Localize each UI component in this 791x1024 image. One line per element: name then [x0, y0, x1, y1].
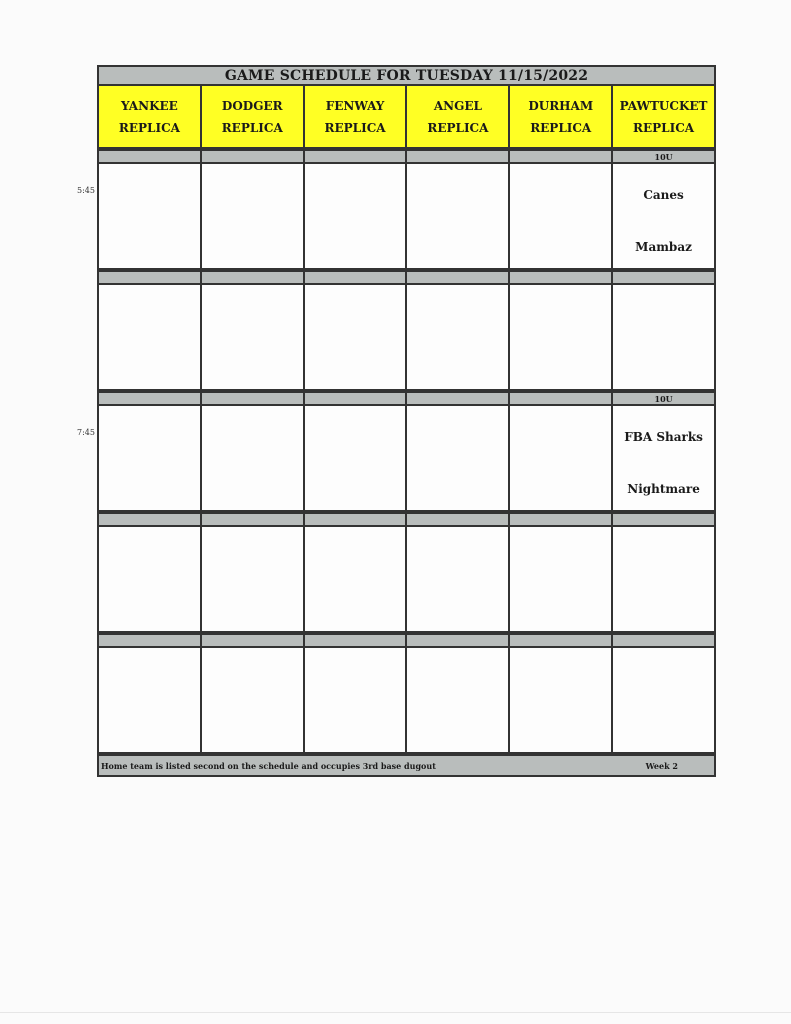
footer-bar: [97, 754, 716, 777]
field-name: FENWAY: [325, 98, 385, 113]
game-cell: [97, 164, 202, 270]
game-cell: [202, 164, 305, 270]
division-row: [97, 270, 716, 285]
division-cell: [510, 391, 613, 406]
game-cell: [305, 406, 408, 512]
game-cell: [202, 406, 305, 512]
field-name: PAWTUCKET: [619, 98, 708, 113]
game-cell: [613, 527, 716, 633]
game-row: [97, 285, 716, 391]
division-cell: [305, 270, 408, 285]
division-cell: [613, 270, 716, 285]
division-cell: [97, 149, 202, 164]
schedule-sheet: [97, 65, 716, 777]
game-row: [97, 648, 716, 754]
division-cell: [407, 512, 510, 527]
division-cell: [407, 391, 510, 406]
division-cell: [613, 512, 716, 527]
game-cell: [407, 164, 510, 270]
field-name: YANKEE: [121, 98, 178, 113]
division-cell: [305, 512, 408, 527]
game-row: [97, 527, 716, 633]
time-label: 5:45: [77, 186, 95, 195]
division-cell: [305, 391, 408, 406]
division-cell: [407, 633, 510, 648]
division-cell: [305, 149, 408, 164]
away-team: FBA Sharks: [624, 430, 703, 444]
division-cell: [97, 391, 202, 406]
division-cell: [202, 270, 305, 285]
game-cell: [510, 648, 613, 754]
game-cell: [407, 648, 510, 754]
game-cell: [305, 648, 408, 754]
field-header-yankee: [97, 86, 202, 149]
division-cell: [97, 633, 202, 648]
game-cell: [407, 406, 510, 512]
field-header-dodger: [202, 86, 305, 149]
game-cell: [305, 527, 408, 633]
game-row: [97, 164, 716, 270]
game-cell: [613, 648, 716, 754]
division-cell: [202, 149, 305, 164]
field-type: REPLICA: [530, 120, 592, 135]
field-type: REPLICA: [324, 120, 386, 135]
field-type: REPLICA: [118, 120, 180, 135]
week-label: Week 2: [645, 760, 678, 771]
game-cell: [202, 285, 305, 391]
footer-note: Home team is listed second on the schedule and occupies 3rd base dugout: [101, 760, 436, 771]
away-team: Canes: [643, 188, 684, 202]
division-row: [97, 391, 716, 406]
game-row: [97, 406, 716, 512]
field-name: DODGER: [221, 98, 283, 113]
field-name: ANGEL: [433, 98, 482, 113]
game-cell: [613, 164, 716, 270]
field-header-row: [97, 86, 716, 149]
game-cell: [407, 527, 510, 633]
field-header-pawtucket: [613, 86, 716, 149]
division-cell: [202, 633, 305, 648]
game-cell: [97, 527, 202, 633]
division-cell: [97, 270, 202, 285]
game-cell: [613, 406, 716, 512]
field-header-angel: [407, 86, 510, 149]
division-cell: [510, 149, 613, 164]
division-cell: 10U: [613, 149, 716, 164]
page-edge-line: [0, 1012, 791, 1013]
game-cell: [202, 648, 305, 754]
division-cell: [202, 512, 305, 527]
game-cell: [407, 285, 510, 391]
field-name: DURHAM: [528, 98, 594, 113]
division-cell: 10U: [613, 391, 716, 406]
game-cell: [305, 285, 408, 391]
game-cell: [97, 406, 202, 512]
field-header-fenway: [305, 86, 408, 149]
division-row: [97, 149, 716, 164]
division-cell: [510, 270, 613, 285]
field-header-durham: [510, 86, 613, 149]
field-type: REPLICA: [633, 120, 695, 135]
game-cell: [510, 285, 613, 391]
division-row: [97, 512, 716, 527]
game-cell: [97, 648, 202, 754]
division-row: [97, 633, 716, 648]
time-label: 7:45: [77, 428, 95, 437]
field-type: REPLICA: [221, 120, 283, 135]
game-cell: [510, 164, 613, 270]
schedule-title: GAME SCHEDULE FOR TUESDAY 11/15/2022: [97, 65, 716, 86]
game-cell: [305, 164, 408, 270]
home-team: Mambaz: [635, 240, 692, 254]
division-cell: [97, 512, 202, 527]
home-team: Nightmare: [627, 482, 700, 496]
game-cell: [510, 406, 613, 512]
game-cell: [202, 527, 305, 633]
division-cell: [510, 633, 613, 648]
division-cell: [407, 270, 510, 285]
field-type: REPLICA: [427, 120, 489, 135]
game-cell: [613, 285, 716, 391]
game-cell: [97, 285, 202, 391]
division-cell: [510, 512, 613, 527]
division-cell: [202, 391, 305, 406]
division-cell: [305, 633, 408, 648]
game-cell: [510, 527, 613, 633]
division-cell: [407, 149, 510, 164]
division-cell: [613, 633, 716, 648]
